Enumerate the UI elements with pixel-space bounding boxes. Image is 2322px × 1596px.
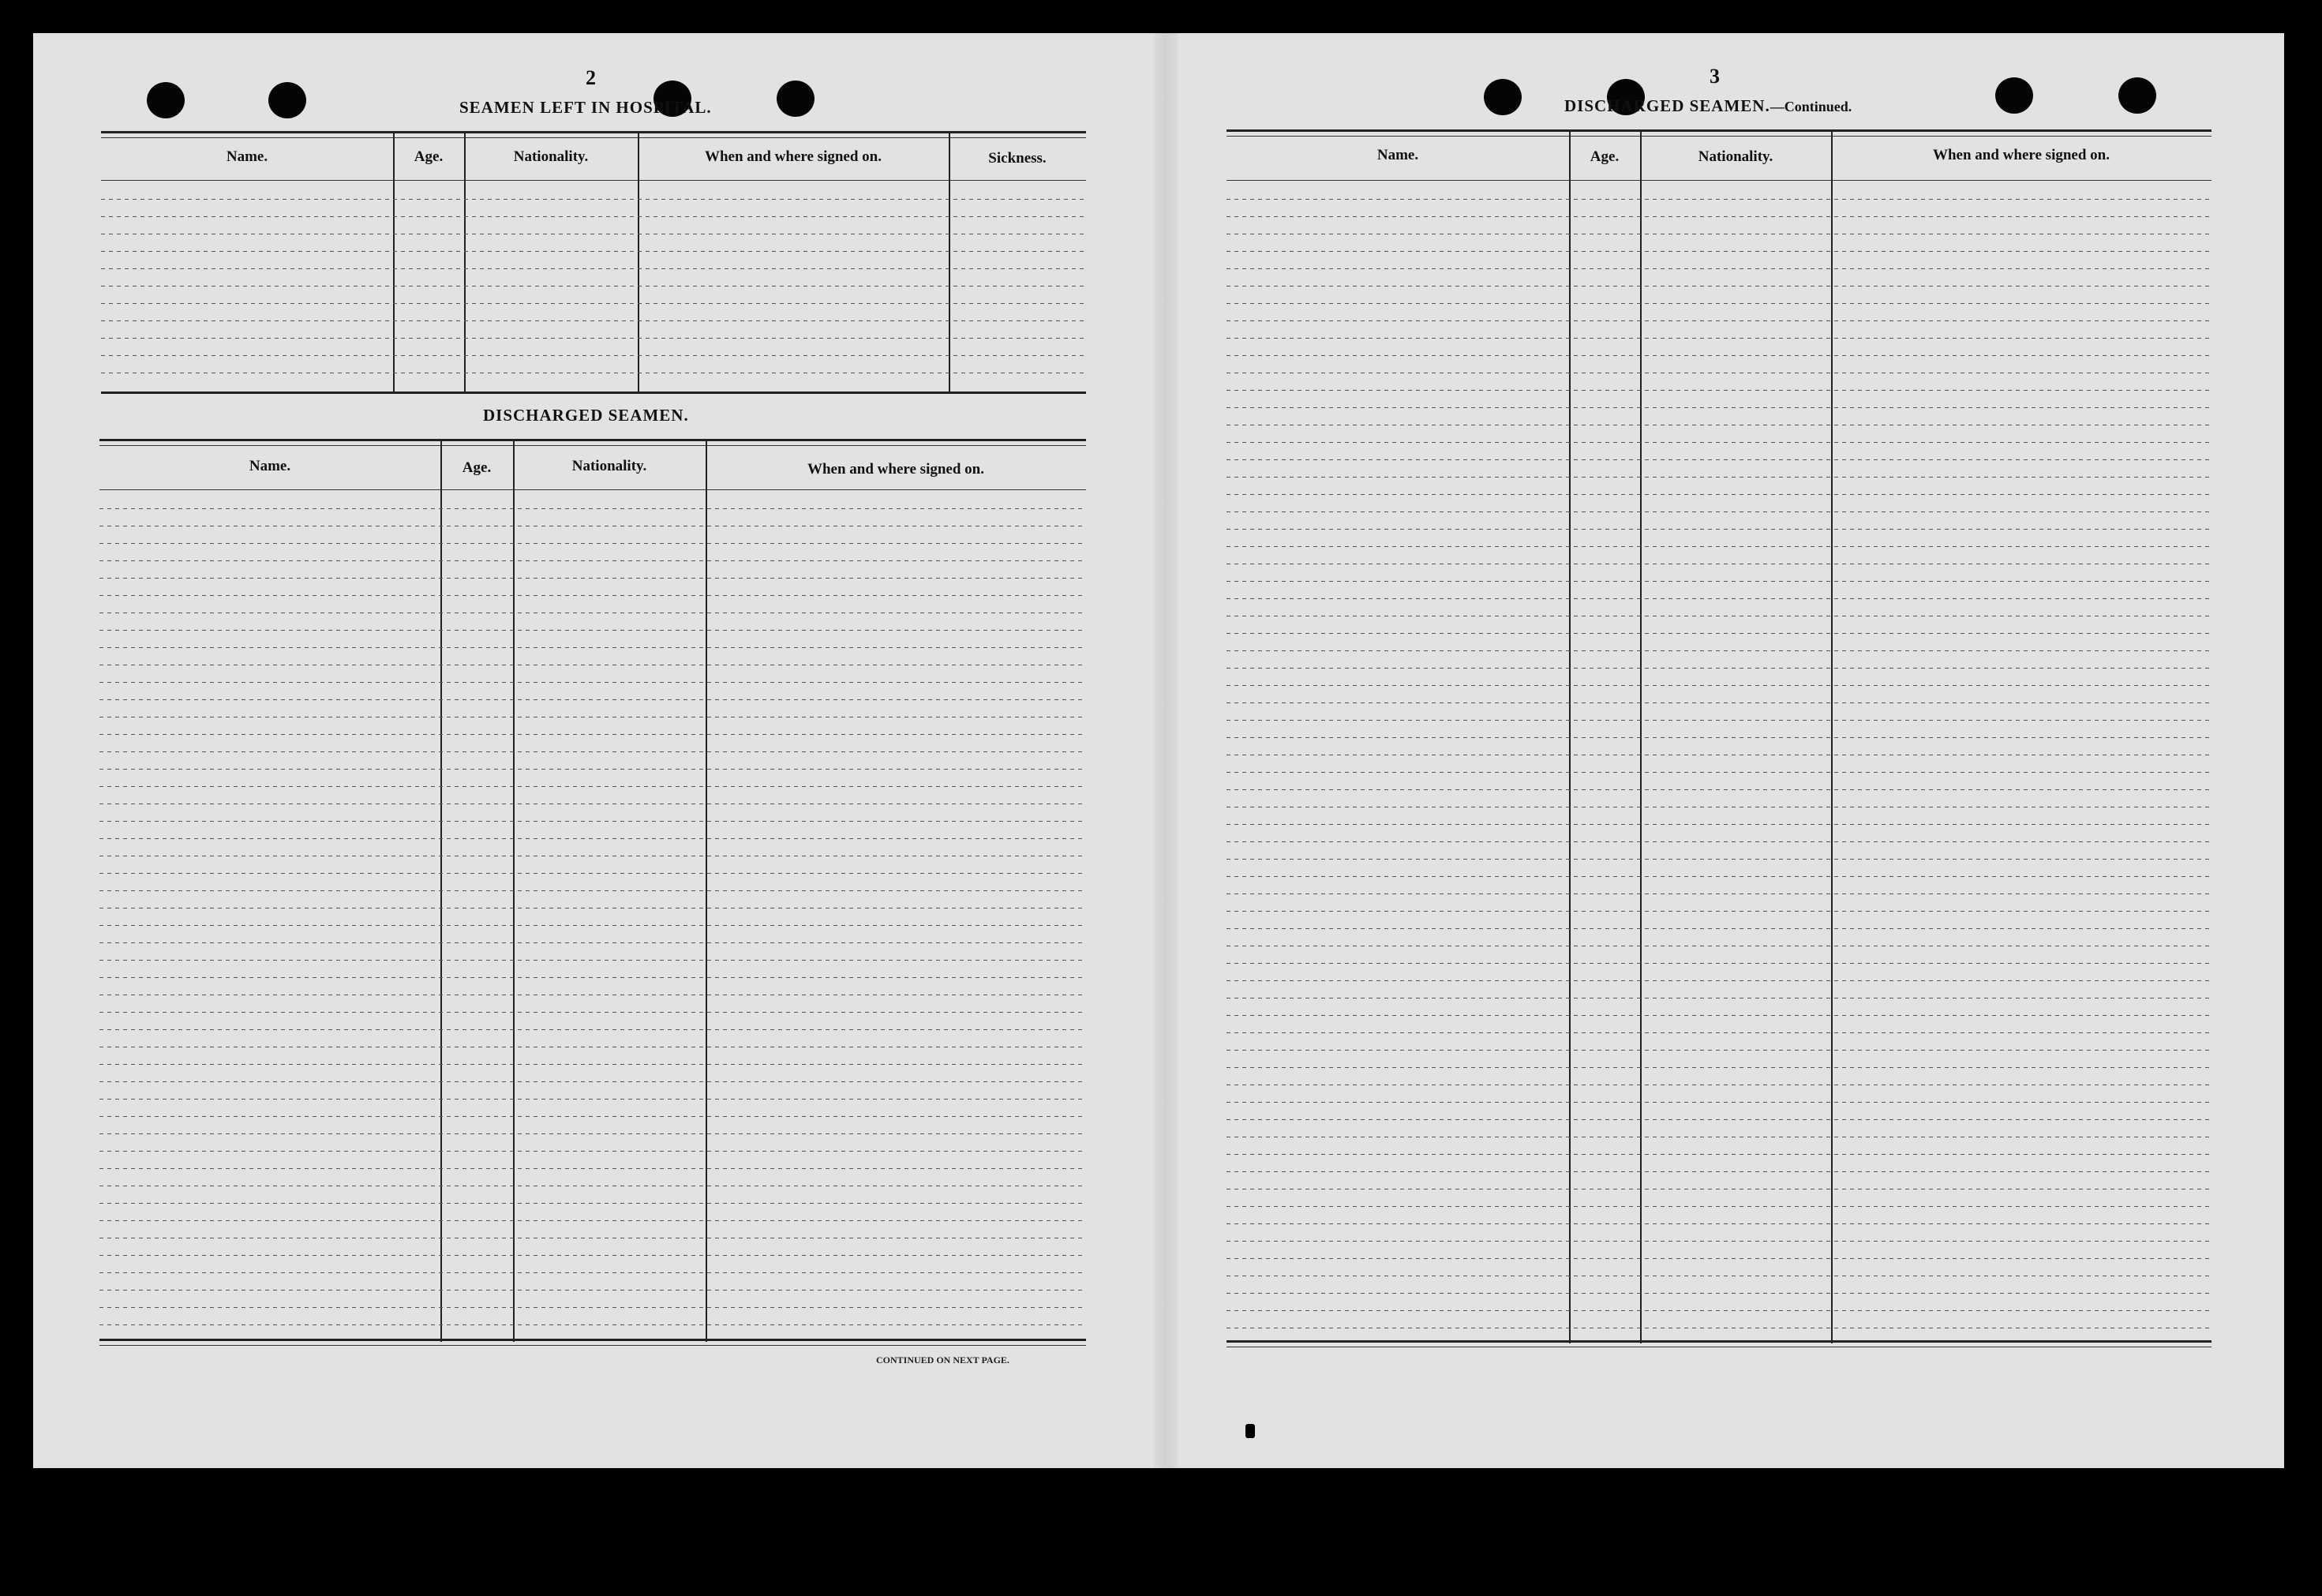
ruled-line bbox=[1227, 963, 2212, 964]
ruled-line bbox=[1227, 1032, 2212, 1033]
ruled-line bbox=[99, 1116, 1086, 1117]
hospital-col-name: Name. bbox=[226, 148, 268, 165]
ruled-line bbox=[101, 286, 1086, 287]
ruled-line bbox=[1227, 1015, 2212, 1016]
ruled-line bbox=[99, 734, 1086, 735]
hospital-col-nationality: Nationality. bbox=[513, 148, 589, 165]
ruled-line bbox=[1227, 286, 2212, 287]
ruled-line bbox=[1227, 1102, 2212, 1103]
ruled-line bbox=[1227, 216, 2212, 217]
ruled-line bbox=[99, 960, 1086, 961]
discharged-left-col-nationality: Nationality. bbox=[571, 458, 647, 474]
ruled-line bbox=[99, 873, 1086, 874]
ruled-line bbox=[1227, 772, 2212, 773]
discharged-table-right bbox=[1227, 129, 2212, 1350]
ruled-line bbox=[1227, 928, 2212, 929]
ruled-line bbox=[1227, 459, 2212, 460]
ruled-line bbox=[99, 1151, 1086, 1152]
ruled-line bbox=[1227, 1241, 2212, 1242]
ruled-line bbox=[99, 821, 1086, 822]
ruled-line bbox=[99, 1324, 1086, 1325]
ruled-line bbox=[99, 1133, 1086, 1134]
right-section-title-suffix: —Continued. bbox=[1770, 99, 1852, 114]
ruled-line bbox=[99, 1012, 1086, 1013]
ruled-line bbox=[1227, 1310, 2212, 1311]
discharged-left-col-name: Name. bbox=[249, 458, 291, 474]
ruled-line bbox=[1227, 1171, 2212, 1172]
ruled-line bbox=[101, 268, 1086, 269]
ruled-line bbox=[1227, 1293, 2212, 1294]
ruled-line bbox=[1227, 1050, 2212, 1051]
hospital-section-title: SEAMEN LEFT IN HOSPITAL. bbox=[459, 98, 712, 117]
ruled-line bbox=[99, 1099, 1086, 1100]
ruled-line bbox=[99, 647, 1086, 648]
ruled-line bbox=[101, 216, 1086, 217]
form-sheet bbox=[33, 33, 2284, 1468]
ruled-line bbox=[101, 355, 1086, 356]
ruled-line bbox=[1227, 1119, 2212, 1120]
ruled-line bbox=[99, 977, 1086, 978]
ruled-line bbox=[1227, 494, 2212, 495]
punch-hole bbox=[777, 81, 815, 117]
ruled-line bbox=[1227, 529, 2212, 530]
ruled-line bbox=[99, 1064, 1086, 1065]
discharged-right-col-age: Age. bbox=[1590, 148, 1620, 165]
punch-hole bbox=[1484, 79, 1522, 115]
ruled-line bbox=[99, 595, 1086, 596]
ruled-line bbox=[99, 1168, 1086, 1169]
discharged-right-col-signed-on: When and where signed on. bbox=[1932, 147, 2110, 163]
discharged-table-left bbox=[99, 439, 1086, 1380]
ruled-line bbox=[1227, 598, 2212, 599]
ruled-line bbox=[1227, 859, 2212, 860]
hospital-col-sickness: Sickness. bbox=[988, 150, 1047, 167]
ruled-line bbox=[1227, 789, 2212, 790]
punch-hole bbox=[1995, 77, 2033, 114]
ruled-line bbox=[1227, 668, 2212, 669]
ruled-line bbox=[1227, 1206, 2212, 1207]
ruled-line bbox=[1227, 911, 2212, 912]
ruled-line bbox=[1227, 303, 2212, 304]
ruled-line bbox=[1227, 546, 2212, 547]
hospital-col-signed-on: When and where signed on. bbox=[704, 148, 882, 165]
ruled-line bbox=[99, 630, 1086, 631]
left-page-number: 2 bbox=[586, 66, 596, 89]
ruled-line bbox=[99, 1272, 1086, 1273]
ruled-line bbox=[1227, 685, 2212, 686]
ruled-line bbox=[99, 1203, 1086, 1204]
ruled-line bbox=[99, 1081, 1086, 1082]
ruled-line bbox=[99, 925, 1086, 926]
page-fold bbox=[1154, 33, 1178, 1468]
ruled-line bbox=[1227, 581, 2212, 582]
discharged-left-col-age: Age. bbox=[462, 459, 492, 476]
ruled-line bbox=[101, 199, 1086, 200]
ruled-line bbox=[1227, 477, 2212, 478]
ruled-line bbox=[99, 1029, 1086, 1030]
ruled-line bbox=[1227, 1189, 2212, 1190]
ruled-line bbox=[1227, 320, 2212, 321]
ruled-line bbox=[1227, 1154, 2212, 1155]
ruled-line bbox=[1227, 633, 2212, 634]
discharged-right-col-nationality: Nationality. bbox=[1698, 148, 1773, 165]
ruled-line bbox=[1227, 390, 2212, 391]
ruled-line bbox=[1227, 737, 2212, 738]
ruled-line bbox=[99, 578, 1086, 579]
ruled-line bbox=[1227, 338, 2212, 339]
scan-speck bbox=[1245, 1424, 1255, 1438]
ruled-line bbox=[99, 1220, 1086, 1221]
right-section-title-main: DISCHARGED SEAMEN. bbox=[1564, 96, 1770, 115]
ruled-line bbox=[1227, 442, 2212, 443]
ruled-line bbox=[99, 1307, 1086, 1308]
punch-hole bbox=[2118, 77, 2156, 114]
ruled-line bbox=[101, 320, 1086, 321]
ruled-line bbox=[99, 908, 1086, 909]
ruled-line bbox=[1227, 407, 2212, 408]
ruled-line bbox=[99, 682, 1086, 683]
discharged-right-col-name: Name. bbox=[1376, 147, 1419, 163]
ruled-line bbox=[99, 560, 1086, 561]
right-section-title bbox=[1564, 96, 1852, 116]
hospital-col-age: Age. bbox=[414, 148, 444, 165]
ruled-line bbox=[1227, 268, 2212, 269]
ruled-line bbox=[1227, 511, 2212, 512]
ruled-line bbox=[101, 338, 1086, 339]
punch-hole bbox=[147, 82, 185, 118]
ruled-line bbox=[99, 1255, 1086, 1256]
ruled-line bbox=[1227, 980, 2212, 981]
ruled-line bbox=[99, 786, 1086, 787]
ruled-line bbox=[99, 890, 1086, 891]
ruled-line bbox=[99, 838, 1086, 839]
hospital-table bbox=[101, 131, 1086, 395]
discharged-left-col-signed-on: When and where signed on. bbox=[807, 461, 984, 478]
punch-hole bbox=[268, 82, 306, 118]
ruled-line bbox=[101, 303, 1086, 304]
ruled-line bbox=[1227, 1223, 2212, 1224]
ruled-line bbox=[99, 751, 1086, 752]
ruled-line bbox=[99, 543, 1086, 544]
ruled-line bbox=[99, 1290, 1086, 1291]
ruled-line bbox=[99, 699, 1086, 700]
ruled-line bbox=[1227, 720, 2212, 721]
ruled-line bbox=[1227, 650, 2212, 651]
ruled-line bbox=[1227, 841, 2212, 842]
continued-note: CONTINUED ON NEXT PAGE. bbox=[876, 1354, 1009, 1366]
ruled-line bbox=[99, 942, 1086, 943]
ruled-line bbox=[1227, 1258, 2212, 1259]
ruled-line bbox=[1227, 876, 2212, 877]
ruled-line bbox=[1227, 355, 2212, 356]
ruled-line bbox=[1227, 251, 2212, 252]
ruled-line bbox=[1227, 824, 2212, 825]
ruled-line bbox=[101, 251, 1086, 252]
discharged-section-title: DISCHARGED SEAMEN. bbox=[483, 406, 689, 425]
ruled-line bbox=[99, 769, 1086, 770]
right-page-number: 3 bbox=[1710, 65, 1720, 88]
ruled-line bbox=[99, 508, 1086, 509]
ruled-line bbox=[1227, 199, 2212, 200]
ruled-line bbox=[1227, 702, 2212, 703]
ruled-line bbox=[1227, 1067, 2212, 1068]
